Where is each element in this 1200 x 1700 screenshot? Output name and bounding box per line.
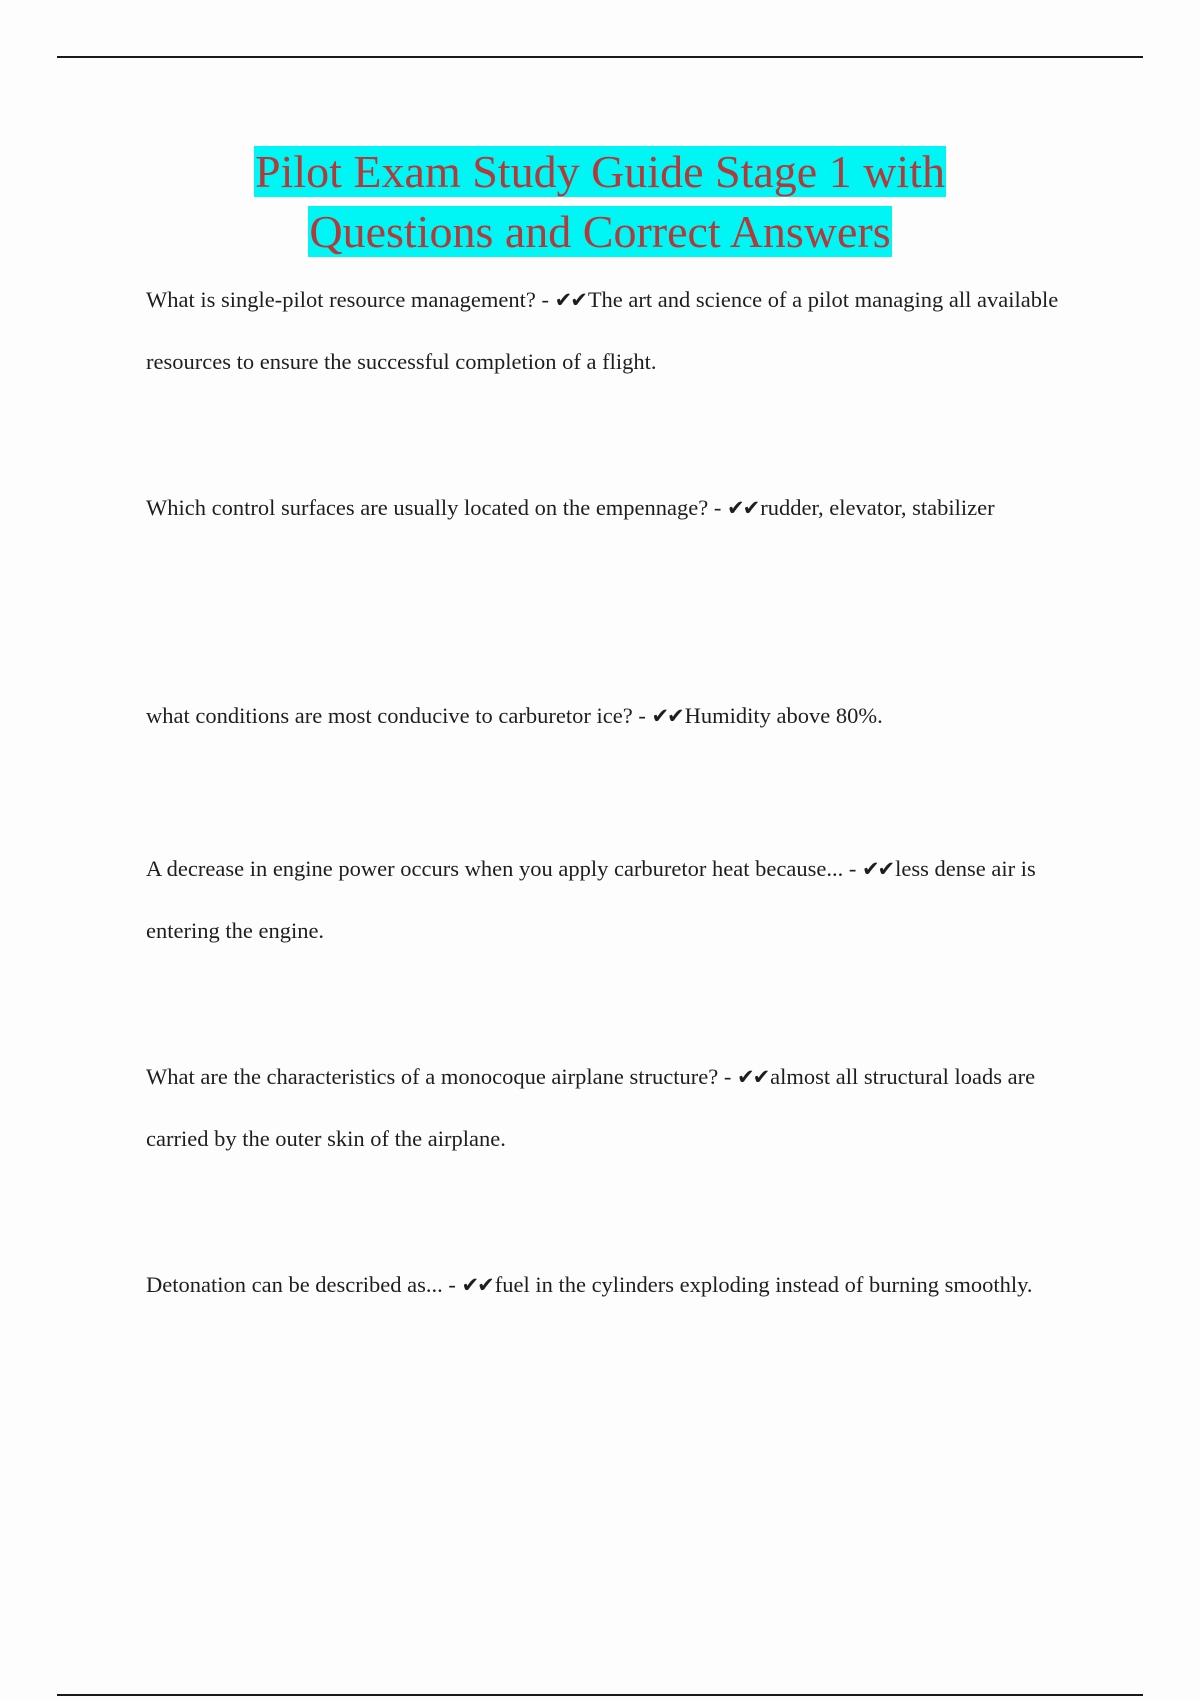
qa-item [146, 685, 1066, 747]
page-title [0, 142, 1200, 262]
qa-item [146, 1046, 1066, 1169]
question-text: Which control surfaces are usually located on the empennage? - [146, 495, 728, 520]
qa-item [146, 269, 1066, 392]
qa-item [146, 838, 1066, 961]
qa-item [146, 1254, 1066, 1316]
question-text: what conditions are most conducive to carburetor ice? - [146, 703, 652, 728]
footer-rule [57, 1694, 1143, 1696]
answer-text: less dense air is entering the engine. [146, 856, 1036, 943]
double-check-icon: ✔✔ [461, 1273, 493, 1297]
double-check-icon: ✔✔ [554, 288, 586, 312]
question-text: What are the characteristics of a monocoque airplane structure? - [146, 1064, 737, 1089]
header-rule [57, 56, 1143, 58]
question-text: Detonation can be described as... - [146, 1272, 462, 1297]
double-check-icon: ✔✔ [861, 857, 894, 881]
page-title-line-2: Questions and Correct Answers [309, 206, 891, 257]
answer-text: almost all structural loads are carried by the outer skin of the airplane. [146, 1064, 1036, 1151]
qa-item [146, 477, 1066, 539]
page-title-line-1: Pilot Exam Study Guide Stage 1 with [255, 146, 945, 197]
answer-text: fuel in the cylinders exploding instead of burning smoothly. [494, 1272, 1033, 1297]
double-check-icon: ✔✔ [736, 1065, 769, 1089]
question-text: What is single-pilot resource management? - [146, 287, 555, 312]
answer-text: rudder, elevator, stabilizer [760, 495, 995, 520]
answer-text: The art and science of a pilot managing all available resources to ensure the successful completion of a flight. [146, 287, 1059, 374]
double-check-icon: ✔✔ [727, 496, 759, 520]
double-check-icon: ✔✔ [651, 704, 683, 728]
answer-text: Humidity above 80%. [684, 703, 883, 728]
question-text: A decrease in engine power occurs when you apply carburetor heat because... - [146, 856, 862, 881]
